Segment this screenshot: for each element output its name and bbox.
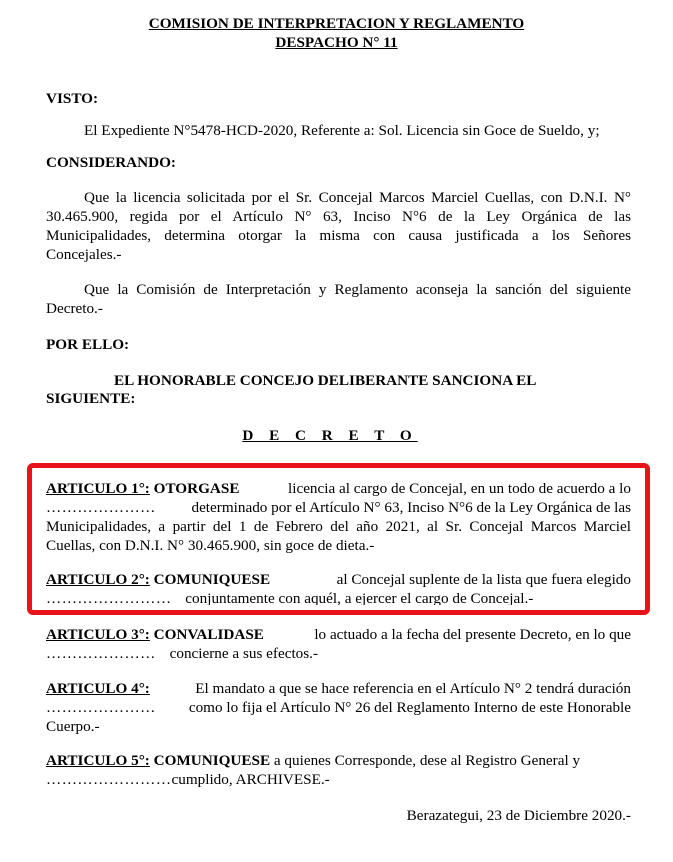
articulo-1-verb: OTORGASE <box>153 480 240 497</box>
visto-text: El Expediente N°5478-HCD-2020, Referente a: Sol. Licencia sin Goce de Sueldo, y; <box>84 122 600 139</box>
articulo-2-line2 <box>46 589 631 605</box>
articulo-4-line2 <box>46 698 631 717</box>
articulo-3-dots: ………………… <box>46 645 156 662</box>
articulo-3-line2 <box>46 644 631 663</box>
considerando-p1-line3: Municipalidades, determina otorgar la misma con causa justificada a los Señores <box>46 227 631 244</box>
articulo-3-line1 <box>46 625 631 644</box>
articulo-2-line1 <box>46 570 631 589</box>
considerando-p2-line1: Que la Comisión de Interpretación y Reglamento aconseja la sanción del siguiente <box>84 281 631 298</box>
articulo-5 <box>46 751 631 789</box>
articulo-5-line2-text: cumplido, ARCHIVESE.- <box>171 771 330 788</box>
articulo-2-line2-text: conjuntamente con aquél, a ejercer el cargo de Concejal.- <box>185 590 534 605</box>
articulo-4-line1-text: El mandato a que se hace referencia en el Artículo N° 2 tendrá duración <box>195 680 631 697</box>
considerando-p1-line2: 30.465.900, regida por el Artículo N° 63, Inciso N°6 de la Ley Orgánica de las <box>46 208 631 225</box>
considerando-p1-line4: Concejales.- <box>46 246 122 263</box>
commission-title: COMISION DE INTERPRETACION Y REGLAMENTO <box>148 15 525 32</box>
articulo-4-label: ARTICULO 4°: <box>46 680 150 697</box>
articulo-4-line2-text: como lo fija el Artículo N° 26 del Reglamento Interno de este Honorable <box>188 699 631 716</box>
considerando-p2 <box>46 280 631 318</box>
articulo-1-line2-text: determinado por el Artículo N° 63, Inciso N°6 de la Ley Orgánica de las <box>191 499 631 516</box>
articulo-5-verb: COMUNIQUESE <box>153 752 271 769</box>
articulo-2-label: ARTICULO 2°: <box>46 571 150 588</box>
articulo-1-line2 <box>46 498 631 517</box>
considerando-p1-line1: Que la licencia solicitada por el Sr. Concejal Marcos Marciel Cuellas, con D.N.I. N° <box>84 189 631 206</box>
articulo-2-dots: …………………… <box>46 590 172 605</box>
articulo-3-label: ARTICULO 3°: <box>46 626 150 643</box>
articulo-2-verb: COMUNIQUESE <box>153 571 271 588</box>
visto-heading: VISTO: <box>46 90 99 107</box>
considerando-p1 <box>46 188 631 264</box>
place-date: Berazategui, 23 de Diciembre 2020.- <box>406 807 631 824</box>
articulo-3-line1-text: lo actuado a la fecha del presente Decreto, en lo que <box>314 626 631 643</box>
articulo-1-line1-text: licencia al cargo de Concejal, en un todo de acuerdo a lo <box>288 480 631 497</box>
despacho-number: DESPACHO N° 11 <box>275 34 398 51</box>
articulo-5-line1 <box>46 751 631 770</box>
decreto-title: D E C R E T O <box>242 427 418 444</box>
considerando-heading: CONSIDERANDO: <box>46 154 176 171</box>
articulo-1 <box>46 479 631 555</box>
articulo-1-label: ARTICULO 1°: <box>46 480 150 497</box>
articulo-5-line2 <box>46 770 631 789</box>
articulo-4-dots: ………………… <box>46 699 156 716</box>
por-ello-heading: POR ELLO: <box>46 336 130 353</box>
articulo-1-line4: Cuellas, con D.N.I. N° 30.465.900, sin goce de dieta.- <box>46 537 375 554</box>
articulo-5-label: ARTICULO 5°: <box>46 752 150 769</box>
articulo-2 <box>46 570 631 605</box>
articulo-5-line1-text: a quienes Corresponde, dese al Registro General y <box>273 752 581 769</box>
articulo-4 <box>46 679 631 736</box>
articulo-1-line3: Municipalidades, a partir del 1 de Febrero del año 2021, al Sr. Concejal Marcos Marciel <box>46 518 631 535</box>
articulo-4-line3: Cuerpo.- <box>46 718 100 735</box>
articulo-3-line2-text: concierne a sus efectos.- <box>169 645 319 662</box>
sanciona-line1: EL HONORABLE CONCEJO DELIBERANTE SANCIONA EL <box>114 372 537 389</box>
articulo-1-line1 <box>46 479 631 498</box>
articulo-5-dots: …………………… <box>46 771 172 788</box>
articulo-1-dots: ………………… <box>46 499 156 516</box>
considerando-p2-line2: Decreto.- <box>46 300 103 317</box>
articulo-4-line1 <box>46 679 631 698</box>
articulo-2-line1-text: al Concejal suplente de la lista que fuera elegido <box>336 571 631 588</box>
articulo-3 <box>46 625 631 663</box>
articulo-3-verb: CONVALIDASE <box>153 626 264 643</box>
sanciona-line2: SIGUIENTE: <box>46 390 136 407</box>
